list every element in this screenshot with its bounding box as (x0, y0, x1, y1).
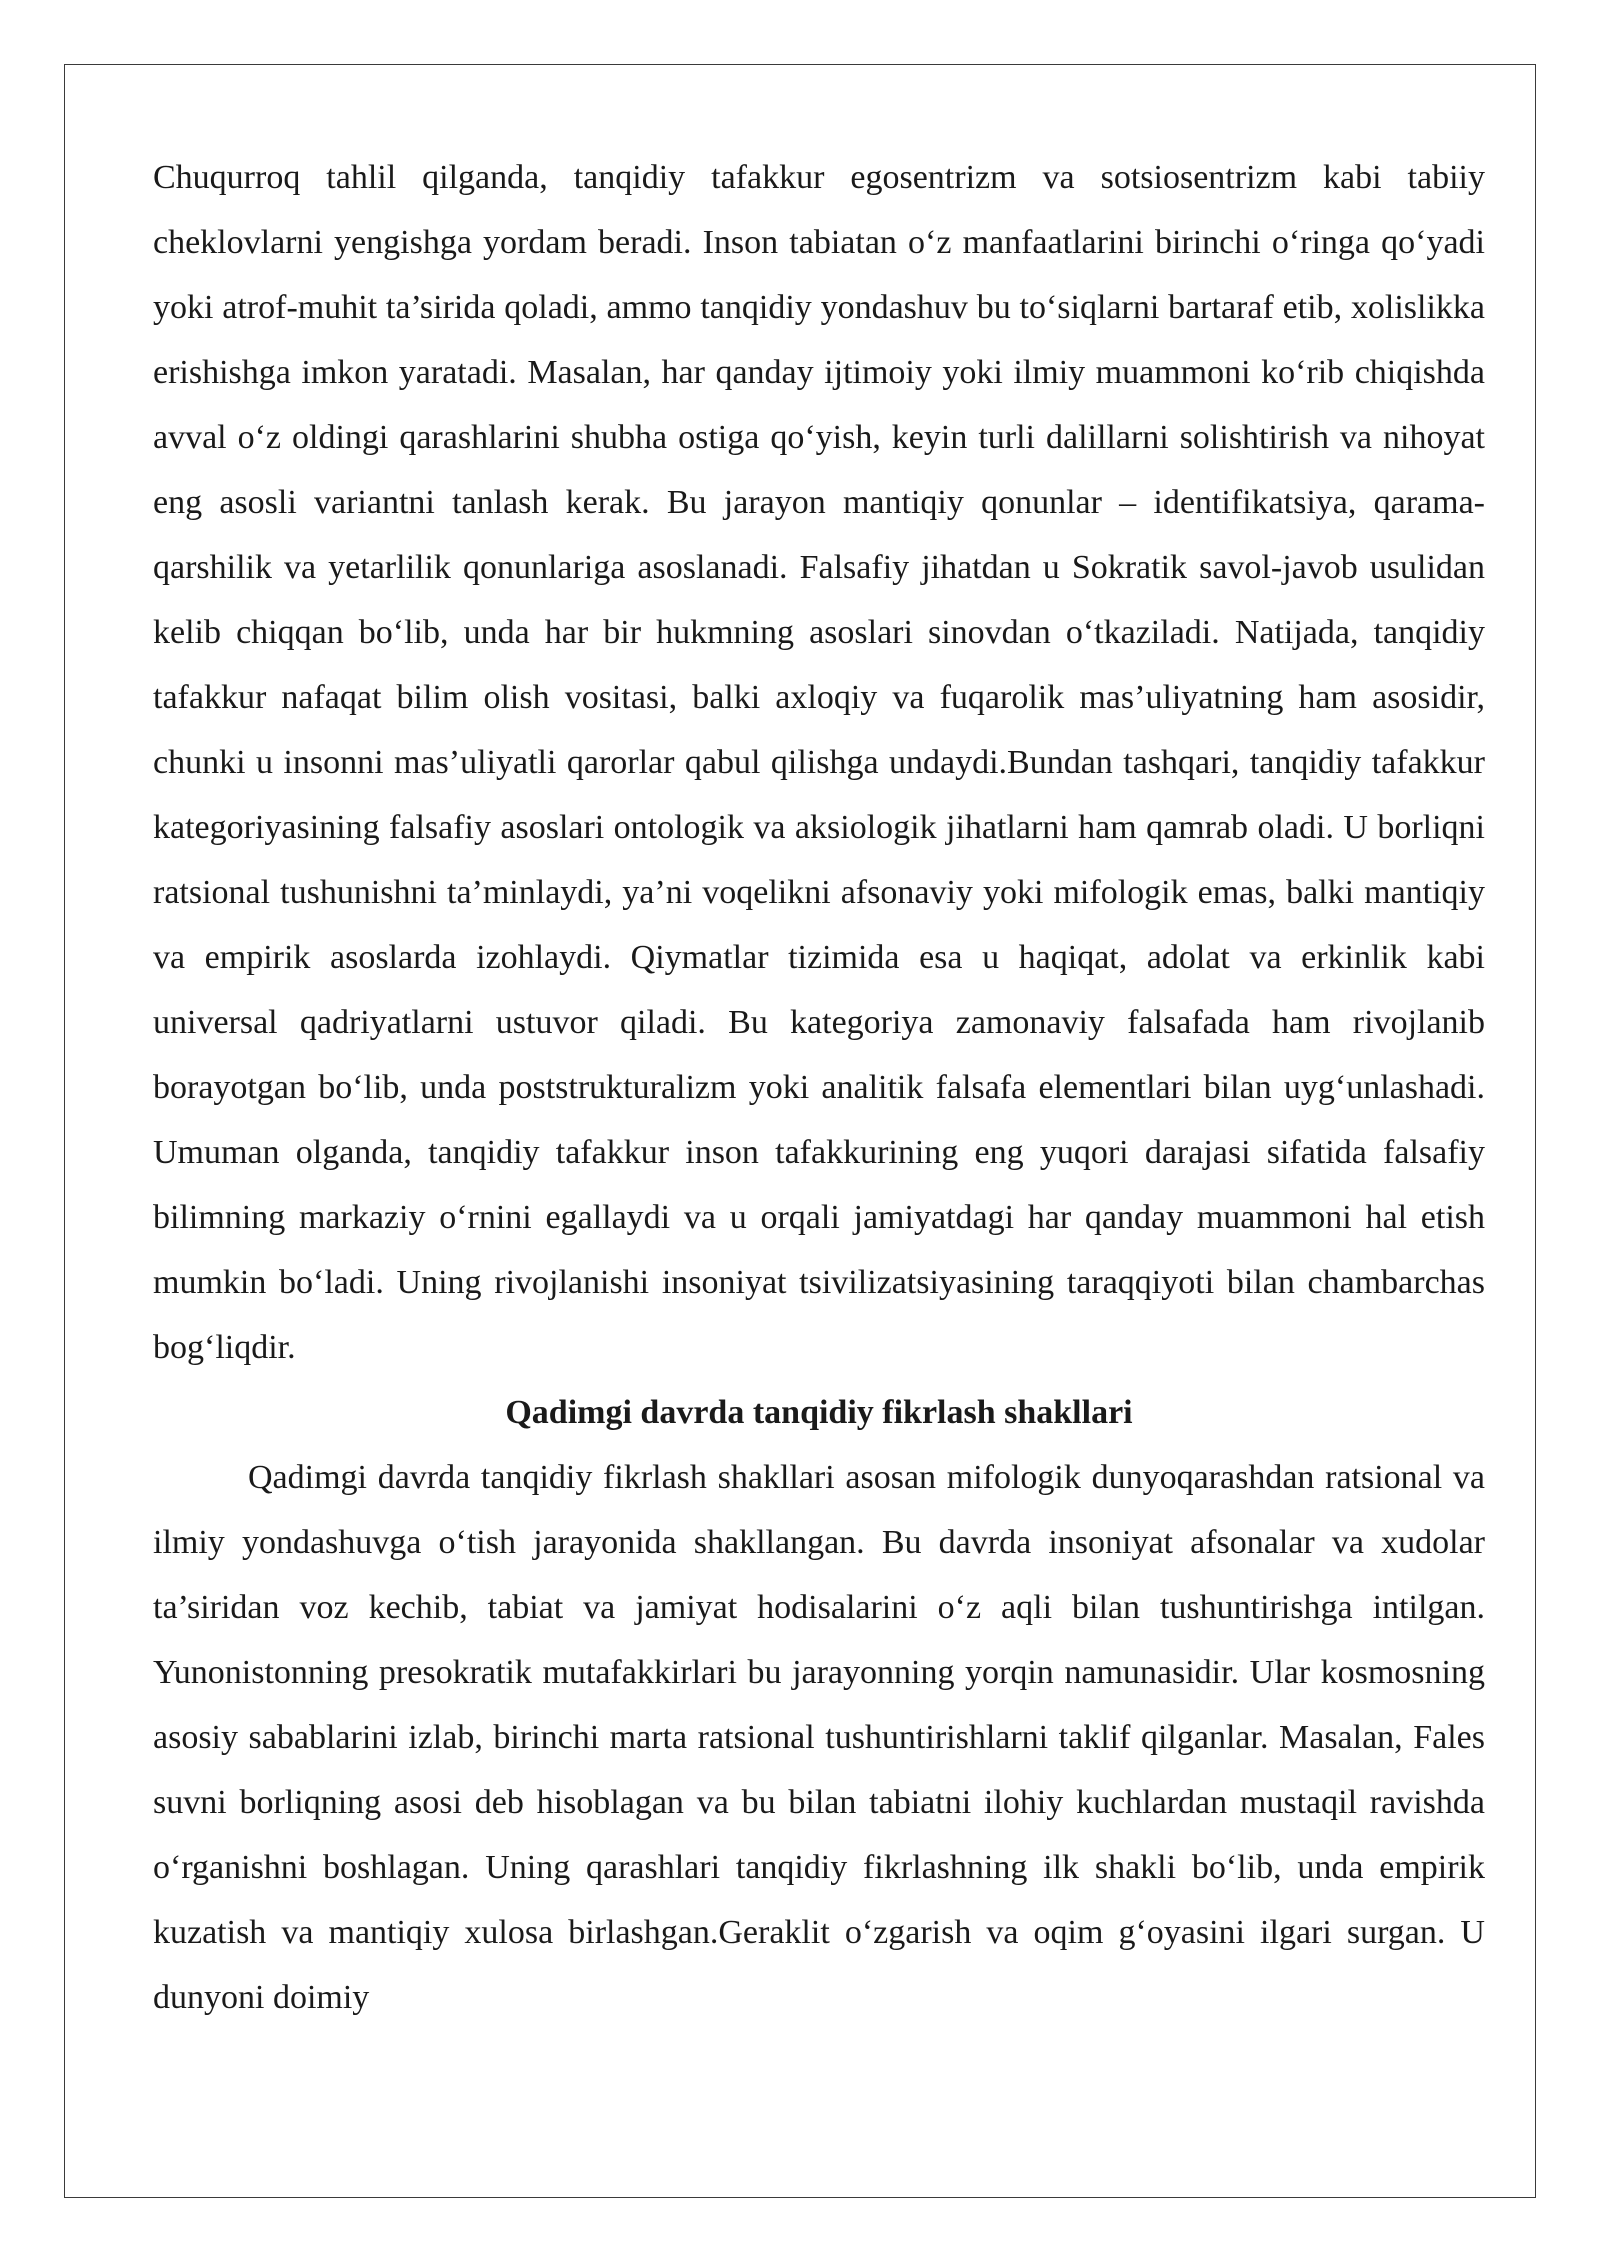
section-heading: Qadimgi davrda tanqidiy fikrlash shakllari (505, 1394, 1133, 1431)
body-paragraph: Qadimgi davrda tanqidiy fikrlash shakllari asosan mifologik dunyoqarashdan ratsional va ilmiy yondashuvga o‘tish jarayonida shakllangan. Bu davrda insoniyat afsonalar va xudolar ta’siridan voz kechib, tabiat va jamiyat hodisalarini o‘z aqli bilan tushuntirishga intilgan. Yunonistonning presokratik mutafakkirlari bu jarayonning yorqin namunasidir. Ular kosmosning asosiy sabablarini izlab, birinchi marta ratsional tushuntirishlarni taklif qilganlar. Masalan, Fales suvni borliqning asosi deb hisoblagan va bu bilan tabiatni ilohiy kuchlardan mustaqil ravishda o‘rganishni boshlagan. Uning qarashlari tanqidiy fikrlashning ilk shakli bo‘lib, unda empirik kuzatish va mantiqiy xulosa birlashgan.Geraklit o‘zgarish va oqim g‘oyasini ilgari surgan. U dunyoni doimiy (153, 1459, 1485, 2016)
body-paragraph: Chuqurroq tahlil qilganda, tanqidiy tafakkur egosentrizm va sotsiosentrizm kabi tabiiy cheklovlarni yengishga yordam beradi. Inson tabiatan o‘z manfaatlarini birinchi o‘ringa qo‘yadi yoki atrof-muhit ta’sirida qoladi, ammo tanqidiy yondashuv bu to‘siqlarni bartaraf etib, xolislikka erishishga imkon yaratadi. Masalan, har qanday ijtimoiy yoki ilmiy muammoni ko‘rib chiqishda avval o‘z oldingi qarashlarini shubha ostiga qo‘yish, keyin turli dalillarni solishtirish va nihoyat eng asosli variantni tanlash kerak. Bu jarayon mantiqiy qonunlar – identifikatsiya, qarama-qarshilik va yetarlilik qonunlariga asoslanadi. Falsafiy jihatdan u Sokratik savol-javob usulidan kelib chiqqan bo‘lib, unda har bir hukmning asoslari sinovdan o‘tkaziladi. Natijada, tanqidiy tafakkur nafaqat bilim olish vositasi, balki axloqiy va fuqarolik mas’uliyatning ham asosidir, chunki u insonni mas’uliyatli qarorlar qabul qilishga undaydi.Bundan tashqari, tanqidiy tafakkur kategoriyasining falsafiy asoslari ontologik va aksiologik jihatlarni ham qamrab oladi. U borliqni ratsional tushunishni ta’minlaydi, ya’ni voqelikni afsonaviy yoki mifologik emas, balki mantiqiy va empirik asoslarda izohlaydi. Qiymatlar tizimida esa u haqiqat, adolat va erkinlik kabi universal qadriyatlarni ustuvor qiladi. Bu kategoriya zamonaviy falsafada ham rivojlanib borayotgan bo‘lib, unda poststrukturalizm yoki analitik falsafa elementlari bilan uyg‘unlashadi. Umuman olganda, tanqidiy tafakkur inson tafakkurining eng yuqori darajasi sifatida falsafiy bilimning markaziy o‘rnini egallaydi va u orqali jamiyatdagi har qanday muammoni hal etish mumkin bo‘ladi. Uning rivojlanishi insoniyat tsivilizatsiyasining taraqqiyoti bilan chambarchas bog‘liqdir. (153, 159, 1485, 1366)
document-body (153, 145, 1485, 2030)
